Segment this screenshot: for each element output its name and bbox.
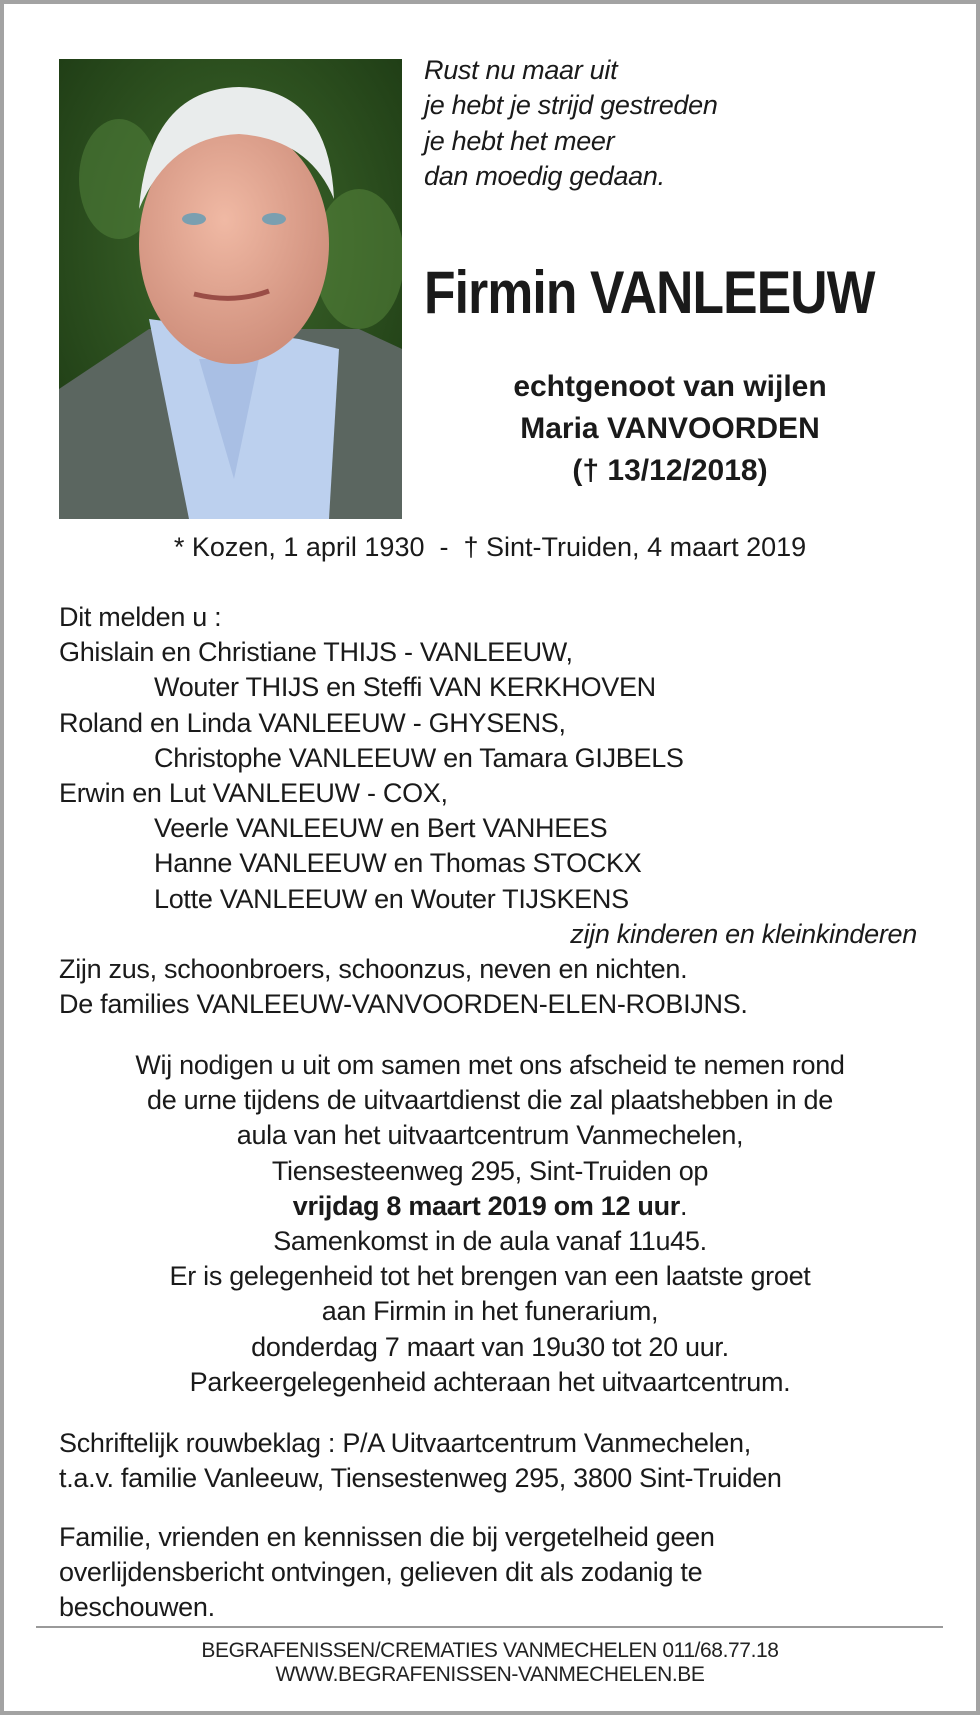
deceased-name-text: Firmin VANLEEUW: [424, 259, 875, 326]
family-line: Erwin en Lut VANLEEUW - COX,: [59, 778, 448, 809]
spouse-name: Maria VANVOORDEN: [520, 412, 820, 445]
invitation-line: Wij nodigen u uit om samen met ons afscheid te nemen rond: [135, 1050, 845, 1080]
funeral-invitation: [30, 1048, 950, 1400]
family-line: Hanne VANLEEUW en Thomas STOCKX: [154, 848, 642, 879]
condolences-line: Schriftelijk rouwbeklag : P/A Uitvaartcentrum Vanmechelen,: [59, 1428, 751, 1458]
invitation-line: aan Firmin in het funerarium,: [321, 1296, 659, 1327]
funeral-date-bold: vrijdag 8 maart 2019 om 12 uur: [292, 1190, 680, 1221]
condolences-line: t.a.v. familie Vanleeuw, Tiensestenweg 295, 3800 Sint-Truiden: [59, 1463, 782, 1494]
spouse-death-date: († 13/12/2018): [572, 454, 768, 487]
family-list: [59, 600, 929, 1022]
family-line: Roland en Linda VANLEEUW - GHYSENS,: [59, 707, 566, 738]
condolences-address: [59, 1426, 959, 1496]
notice: [59, 1520, 959, 1626]
spouse-info: [440, 366, 900, 492]
funeral-date: [30, 1189, 950, 1224]
invitation-line: Parkeergelegenheid achteraan het uitvaartcentrum.: [189, 1366, 791, 1397]
birth-death-text: * Kozen, 1 april 1930 - † Sint-Truiden, 4 maart 2019: [173, 532, 807, 562]
notice-line: beschouwen.: [59, 1592, 215, 1623]
family-relation: zijn kinderen en kleinkinderen: [570, 918, 917, 949]
deceased-name: [424, 255, 924, 331]
invitation-line: de urne tijdens de uitvaartdienst die zal plaatshebben in de: [147, 1085, 833, 1116]
invitation-line: Samenkomst in de aula vanaf 11u45.: [273, 1226, 707, 1257]
family-line: Christophe VANLEEUW en Tamara GIJBELS: [154, 742, 684, 773]
invitation-line: Er is gelegenheid tot het brengen van een laatste groet: [169, 1261, 811, 1292]
footer-website[interactable]: WWW.BEGRAFENISSEN-VANMECHELEN.BE: [275, 1663, 705, 1686]
family-families: De families VANLEEUW-VANVOORDEN-ELEN-ROBIJNS.: [59, 989, 748, 1020]
poem-line: je hebt je strijd gestreden: [424, 90, 718, 121]
funeral-date-suffix: .: [679, 1190, 688, 1221]
birth-death-dates: [0, 529, 980, 565]
family-line: Ghislain en Christiane THIJS - VANLEEUW,: [59, 637, 573, 668]
invitation-line: Tiensesteenweg 295, Sint-Truiden op: [271, 1155, 709, 1186]
poem-line: je hebt het meer: [424, 125, 615, 156]
invitation-line: donderdag 7 maart van 19u30 tot 20 uur.: [251, 1331, 729, 1362]
spouse-line: echtgenoot van wijlen: [513, 370, 827, 403]
footer-divider: [36, 1626, 943, 1628]
family-intro: Dit melden u :: [59, 602, 222, 632]
notice-line: overlijdensbericht ontvingen, gelieven dit als zodanig te: [59, 1557, 703, 1588]
footer-company: BEGRAFENISSEN/CREMATIES VANMECHELEN 011/68.77.18: [201, 1639, 779, 1662]
invitation-line: aula van het uitvaartcentrum Vanmechelen,: [236, 1120, 744, 1151]
family-line: Veerle VANLEEUW en Bert VANHEES: [154, 813, 608, 844]
family-line: Lotte VANLEEUW en Wouter TIJSKENS: [154, 883, 629, 914]
footer: [0, 1639, 980, 1687]
family-others: Zijn zus, schoonbroers, schoonzus, neven en nichten.: [59, 954, 688, 985]
poem: [424, 53, 718, 194]
notice-line: Familie, vrienden en kennissen die bij vergetelheid geen: [59, 1522, 715, 1552]
poem-line: dan moedig gedaan.: [424, 160, 665, 191]
family-line: Wouter THIJS en Steffi VAN KERKHOVEN: [154, 672, 656, 703]
portrait-photo: [59, 59, 402, 519]
poem-line: Rust nu maar uit: [424, 55, 618, 85]
